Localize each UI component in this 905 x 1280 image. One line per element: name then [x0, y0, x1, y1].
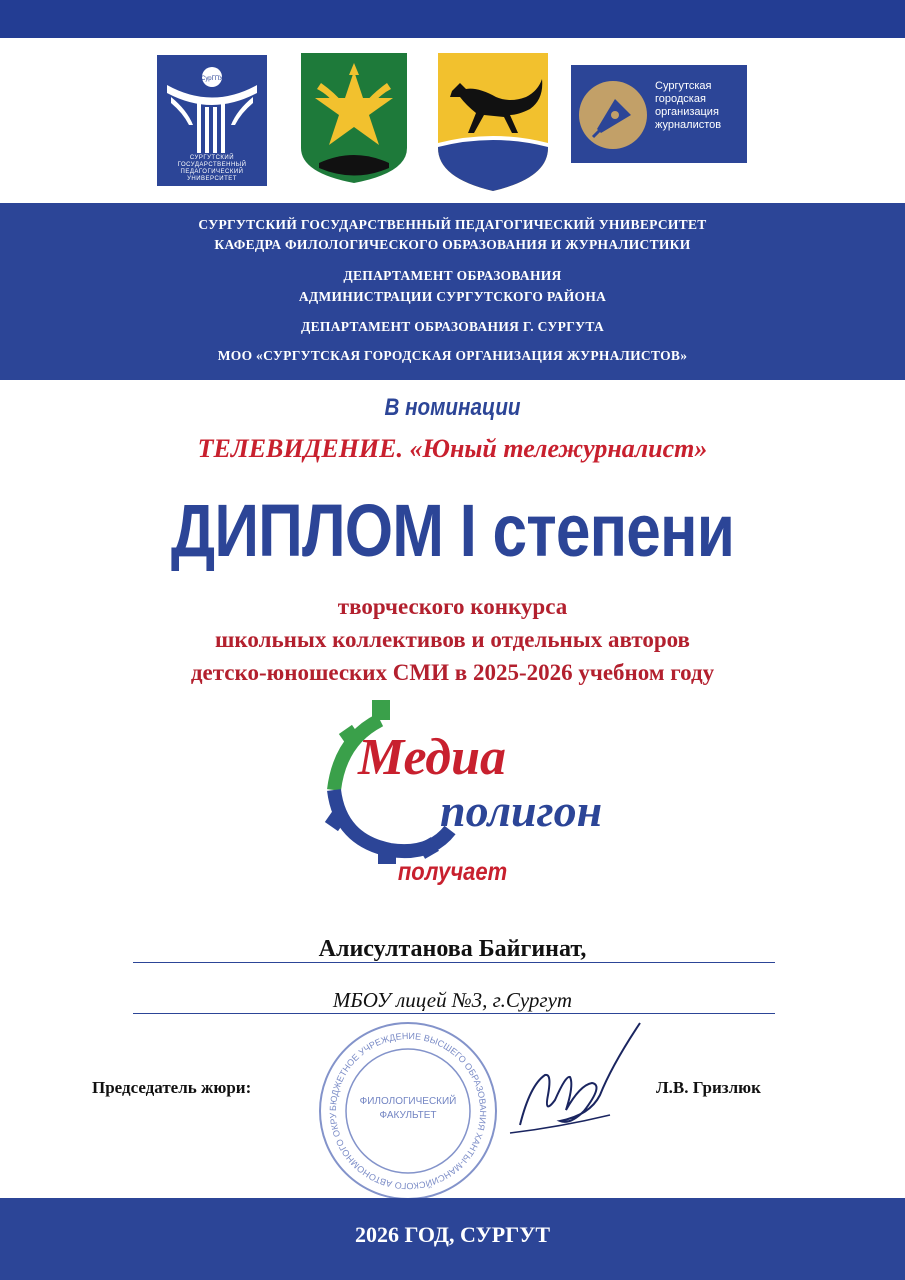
poligon-word: полигон: [440, 785, 603, 836]
journalists-text-line: организация: [655, 106, 719, 118]
university-emblem-icon: [157, 55, 267, 186]
round-stamp-icon: [317, 1020, 499, 1202]
organizer-line: ДЕПАРТАМЕНТ ОБРАЗОВАНИЯ: [343, 268, 562, 283]
stamp-center-line: ФАКУЛЬТЕТ: [379, 1110, 437, 1121]
journalists-text-line: журналистов: [655, 119, 722, 131]
organizer-line: МОО «СУРГУТСКАЯ ГОРОДСКАЯ ОРГАНИЗАЦИЯ ЖУРНАЛИСТОВ»: [217, 348, 688, 363]
journalists-org-logo: [571, 65, 747, 163]
logo-row: [0, 38, 905, 202]
journalists-text-line: городская: [655, 93, 706, 105]
contest-line: школьных коллективов и отдельных авторов: [215, 627, 690, 652]
jury-name: Л.В. Гризлюк: [656, 1078, 761, 1097]
diploma-title: ДИПЛОМ I степени: [170, 489, 735, 572]
media-word: Медиа: [358, 729, 507, 786]
pen-nib-icon: [571, 65, 651, 163]
fox-coat-of-arms-icon: [438, 53, 548, 191]
organizer-line: ДЕПАРТАМЕНТ ОБРАЗОВАНИЯ Г. СУРГУТА: [301, 319, 604, 334]
eagle-coat-of-arms-icon: [301, 53, 407, 183]
nomination-title: ТЕЛЕВИДЕНИЕ. «Юный тележурналист»: [197, 434, 708, 463]
journalists-text-line: Сургутская: [655, 80, 712, 92]
jury-label: Председатель жюри:: [92, 1078, 252, 1097]
school-underline: [133, 1013, 775, 1014]
media-poligon-logo: [320, 700, 680, 865]
top-blue-bar: [0, 0, 905, 38]
recipient-school: МБОУ лицей №3, г.Сургут: [332, 988, 573, 1012]
recipient-name: Алисултанова Байгинат,: [318, 936, 587, 962]
contest-line: детско-юношеских СМИ в 2025-2026 учебном году: [190, 660, 715, 685]
organizers-band: [0, 203, 905, 380]
stamp-ring-text: БЮДЖЕТНОЕ УЧРЕЖДЕНИЕ ВЫСШЕГО ОБРАЗОВАНИЯ ХАНТЫ-МАНСИЙСКОГО АВТОНОМНОГО ОКРУ: [327, 1030, 489, 1192]
stamp-center-line: ФИЛОЛОГИЧЕСКИЙ: [359, 1096, 457, 1107]
receives-label: получает: [397, 858, 508, 886]
name-underline: [133, 962, 775, 963]
contest-line: творческого конкурса: [337, 594, 568, 619]
footer-year-city: 2026 ГОД, СУРГУТ: [354, 1222, 551, 1247]
nomination-label: В номинации: [384, 394, 521, 421]
organizer-line: СУРГУТСКИЙ ГОСУДАРСТВЕННЫЙ ПЕДАГОГИЧЕСКИЙ УНИВЕРСИТЕТ: [198, 217, 707, 232]
university-caption: СУРГУТСКИЙ ГОСУДАРСТВЕННЫЙ ПЕДАГОГИЧЕСКИЙ УНИВЕРСИТЕТ: [177, 155, 247, 182]
organizer-line: КАФЕДРА ФИЛОЛОГИЧЕСКОГО ОБРАЗОВАНИЯ И ЖУРНАЛИСТИКИ: [214, 237, 691, 252]
university-badge-text: СурГПУ: [201, 76, 223, 82]
signature-icon: [500, 1015, 645, 1145]
organizer-line: АДМИНИСТРАЦИИ СУРГУТСКОГО РАЙОНА: [298, 289, 607, 304]
